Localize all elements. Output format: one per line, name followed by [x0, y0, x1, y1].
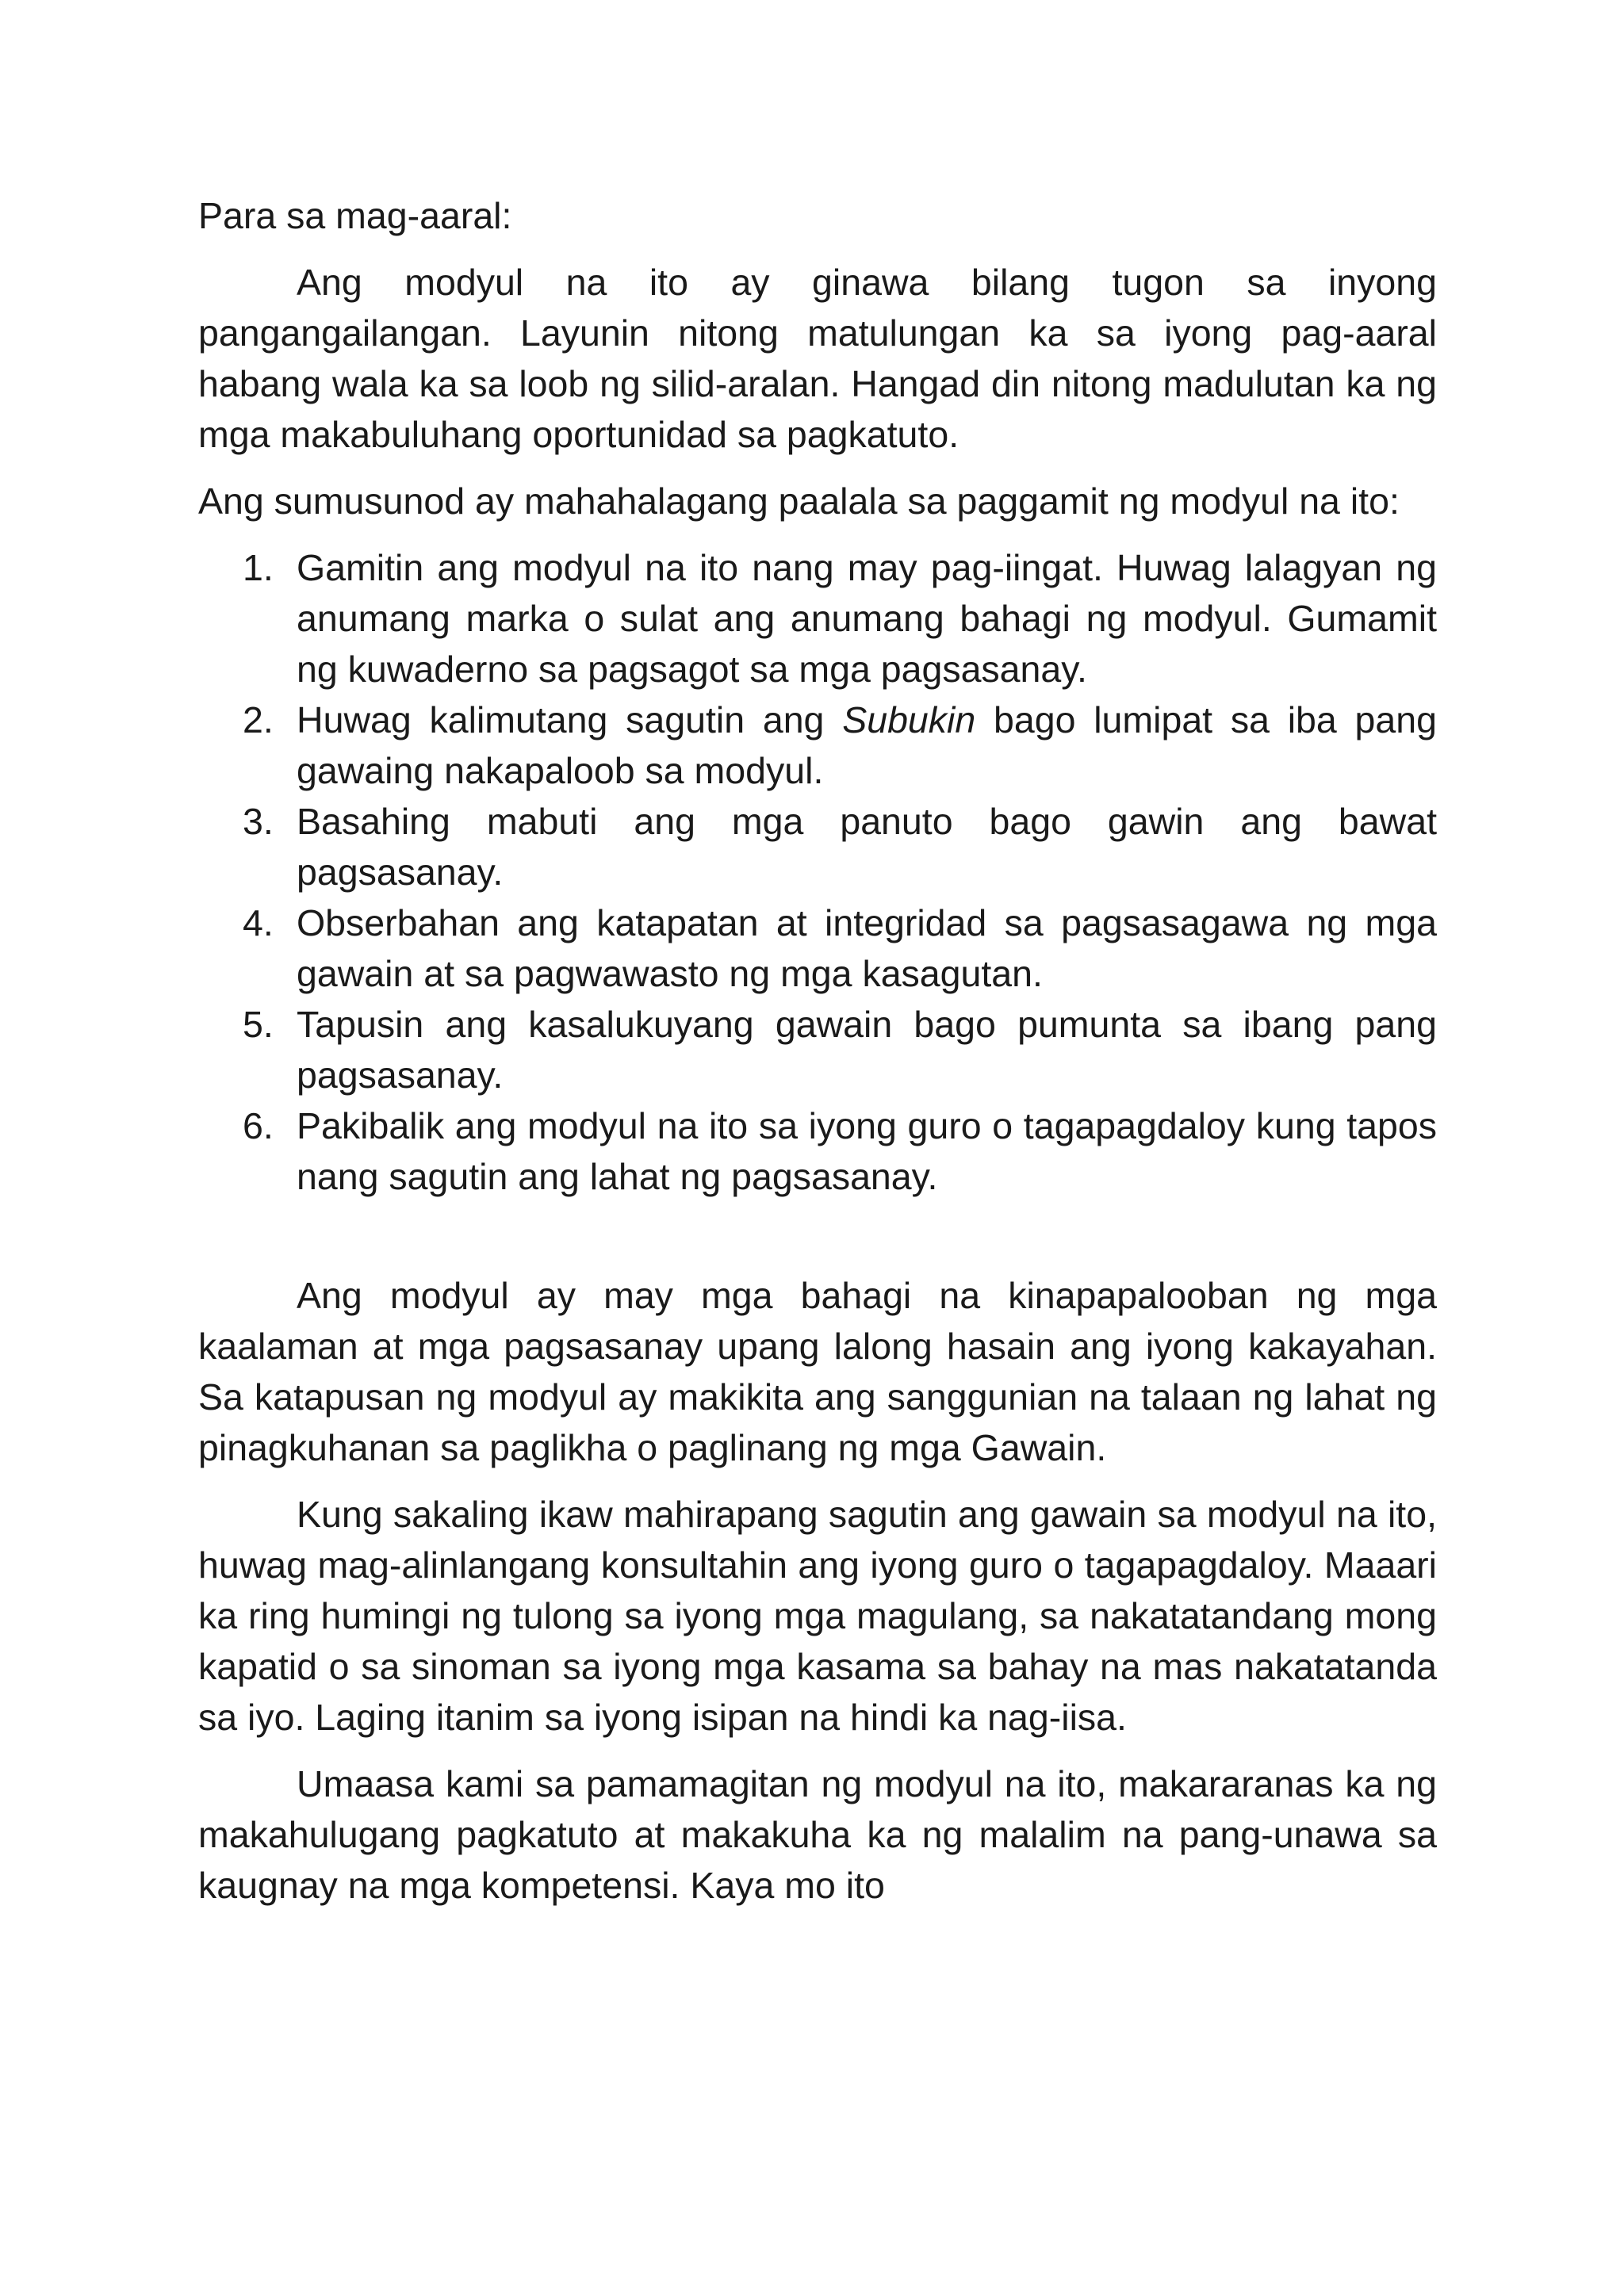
list-item-text: Pakibalik ang modyul na ito sa iyong guro o tagapagdaloy kung tapos nang sagutin ang lahat ng pagsasanay.	[297, 1105, 1437, 1197]
list-item	[243, 542, 1437, 695]
list-item-text: Gamitin ang modyul na ito nang may pag-iingat. Huwag lalagyan ng anumang marka o sulat ang anumang bahagi ng modyul. Gumamit ng kuwaderno sa pagsagot sa mga pagsasanay.	[297, 547, 1437, 690]
list-item-text: Basahing mabuti ang mga panuto bago gawin ang bawat pagsasanay.	[297, 801, 1437, 893]
parts-paragraph: Ang modyul ay may mga bahagi na kinapapalooban ng mga kaalaman at mga pagsasanay upang lalong hasain ang iyong kakayahan. Sa katapusan ng modyul ay makikita ang sanggunian na talaan ng lahat ng pinagkuhanan sa paglikha o paglinang ng mga Gawain.	[198, 1275, 1437, 1468]
list-item-number: 4.	[243, 902, 274, 943]
list-item	[243, 1100, 1437, 1202]
list-item-number: 2.	[243, 699, 274, 740]
list-item-number: 1.	[243, 547, 274, 588]
list-item-number: 3.	[243, 801, 274, 842]
reminders-list-block	[198, 542, 1437, 1202]
list-item	[243, 999, 1437, 1100]
salutation: Para sa mag-aaral:	[198, 195, 512, 236]
list-item-text-after: bago lumipat sa iba pang gawaing nakapaloob sa modyul.	[297, 699, 1437, 791]
document-page	[198, 190, 1437, 1927]
list-item-text-before: Huwag kalimutang sagutin ang	[297, 699, 843, 740]
list-item-number: 6.	[243, 1105, 274, 1146]
list-item-text: Obserbahan ang katapatan at integridad sa pagsasagawa ng mga gawain at sa pagwawasto ng mga kasagutan.	[297, 902, 1437, 994]
list-item-emphasis: Subukin	[842, 699, 976, 740]
closing-paragraph: Umaasa kami sa pamamagitan ng modyul na ito, makararanas ka ng makahulugang pagkatuto at makakuha ka ng malalim na pang-unawa sa kaugnay na mga kompetensi. Kaya mo ito	[198, 1763, 1437, 1906]
intro-paragraph: Ang modyul na ito ay ginawa bilang tugon sa inyong pangangailangan. Layunin nitong matulungan ka sa iyong pag-aaral habang wala ka sa loob ng silid-aralan. Hangad din nitong madulutan ka ng mga makabuluhang oportunidad sa pagkatuto.	[198, 262, 1437, 455]
list-item-number: 5.	[243, 1004, 274, 1045]
list-item	[243, 796, 1437, 897]
list-item	[243, 897, 1437, 999]
help-paragraph: Kung sakaling ikaw mahirapang sagutin ang gawain sa modyul na ito, huwag mag-alinlangang konsultahin ang iyong guro o tagapagdaloy. Maaari ka ring humingi ng tulong sa iyong mga magulang, sa nakatatandang mong kapatid o sa sinoman sa iyong mga kasama sa bahay na mas nakatatanda sa iyo. Laging itanim sa iyong isipan na hindi ka nag-iisa.	[198, 1494, 1437, 1738]
reminders-lead: Ang sumusunod ay mahahalagang paalala sa paggamit ng modyul na ito:	[198, 480, 1400, 522]
list-item	[243, 695, 1437, 796]
reminders-list	[198, 542, 1437, 1202]
list-item-text: Tapusin ang kasalukuyang gawain bago pumunta sa ibang pang pagsasanay.	[297, 1004, 1437, 1096]
